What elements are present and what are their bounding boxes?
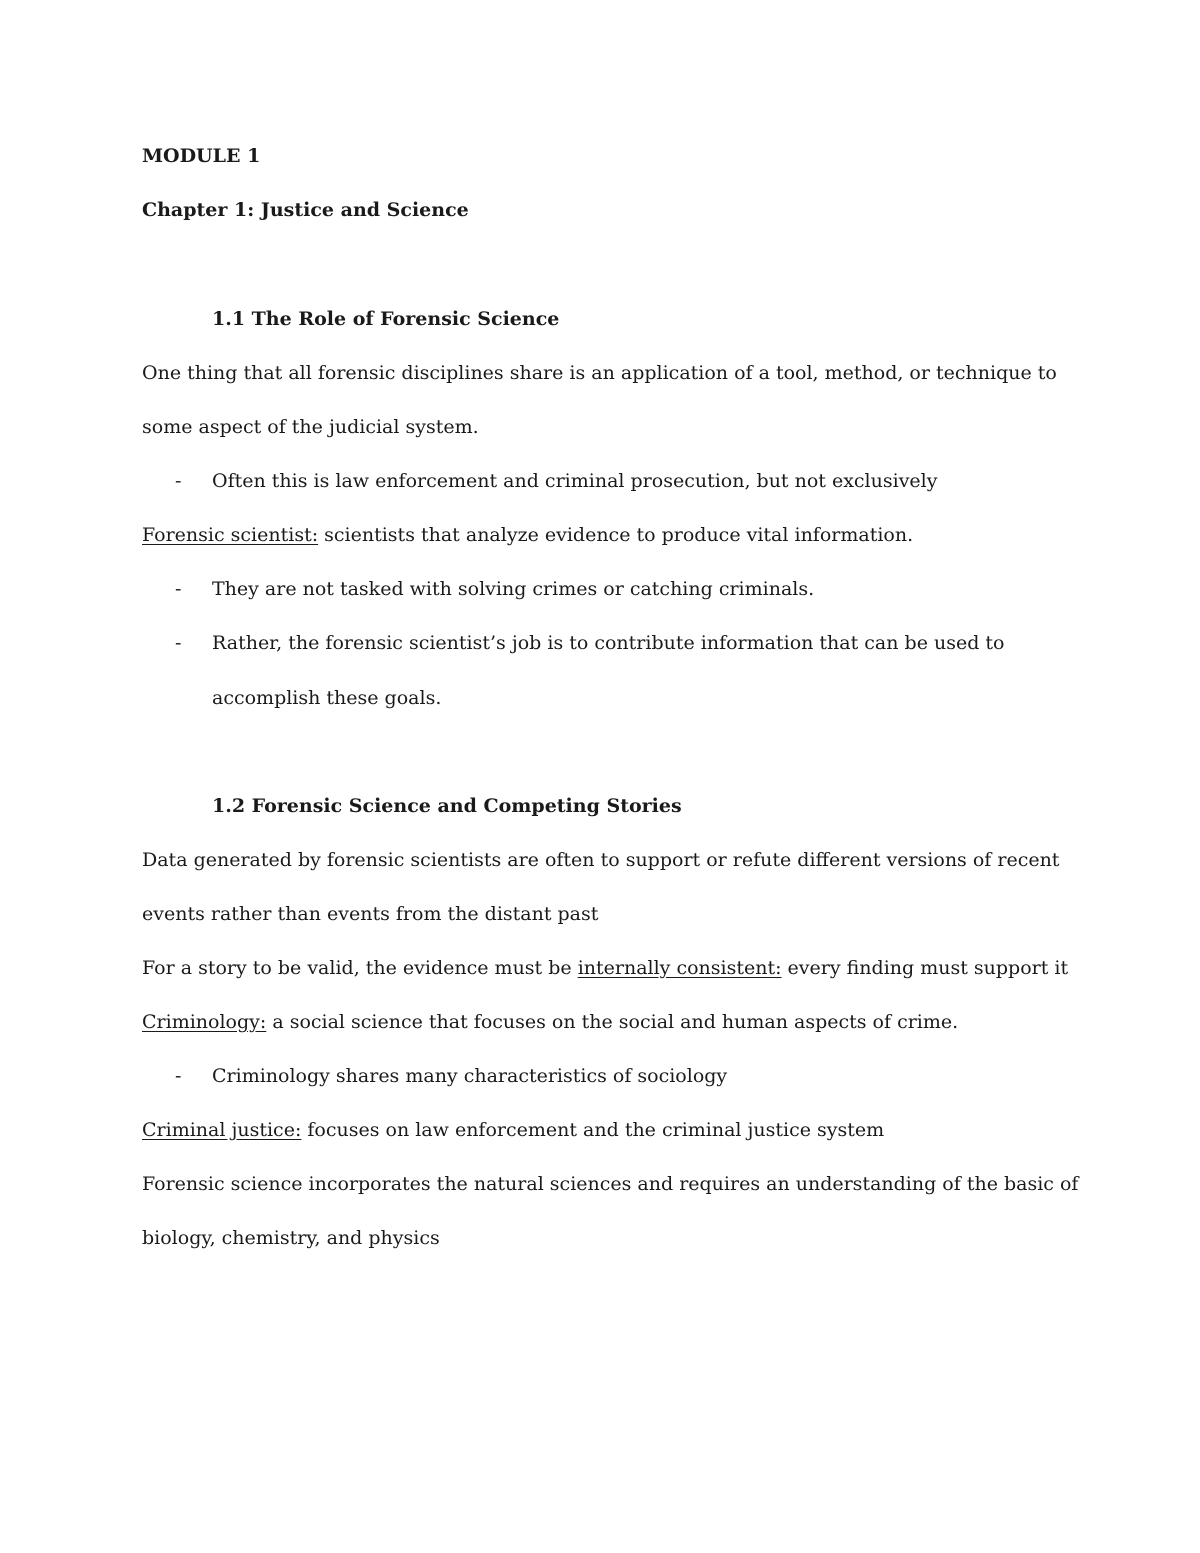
definition-text: scientists that analyze evidence to produce vital information. — [318, 524, 914, 546]
definition-term: Criminal justice: — [142, 1119, 302, 1141]
definition-term: Criminology: — [142, 1011, 267, 1033]
bullet-item: Often this is law enforcement and criminal prosecution, but not exclusively — [212, 470, 938, 492]
section-heading-1-2: 1.2 Forensic Science and Competing Stories — [212, 795, 682, 817]
bullet-dash: - — [175, 578, 182, 600]
bullet-item: Criminology shares many characteristics of sociology — [212, 1065, 728, 1087]
section-heading-1-1: 1.1 The Role of Forensic Science — [212, 308, 560, 330]
paragraph-line: biology, chemistry, and physics — [142, 1227, 440, 1249]
definition-criminal-justice — [142, 1118, 884, 1142]
bullet-dash: - — [175, 1065, 182, 1087]
bullet-dash: - — [175, 470, 182, 492]
paragraph-line: events rather than events from the distant past — [142, 903, 599, 925]
paragraph-line: Data generated by forensic scientists are often to support or refute different versions of recent — [142, 849, 1060, 871]
definition-term: internally consistent: — [577, 957, 782, 979]
paragraph-line: One thing that all forensic disciplines share is an application of a tool, method, or technique to — [142, 362, 1057, 384]
definition-term: Forensic scientist: — [142, 524, 319, 546]
chapter-title: Chapter 1: Justice and Science — [142, 199, 469, 221]
definition-text: a social science that focuses on the social and human aspects of crime. — [266, 1011, 959, 1033]
definition-criminology — [142, 1010, 958, 1034]
paragraph-line: Forensic science incorporates the natural sciences and requires an understanding of the basic of — [142, 1173, 1079, 1195]
paragraph-text: every finding must support it — [781, 957, 1069, 979]
paragraph-text: For a story to be valid, the evidence must be — [142, 957, 578, 979]
bullet-item-continuation: accomplish these goals. — [212, 687, 442, 709]
paragraph-internally-consistent — [142, 956, 1068, 980]
bullet-item: They are not tasked with solving crimes or catching criminals. — [212, 578, 815, 600]
paragraph-line: some aspect of the judicial system. — [142, 416, 479, 438]
bullet-dash: - — [175, 632, 182, 654]
module-title: MODULE 1 — [142, 145, 261, 167]
definition-forensic-scientist — [142, 523, 913, 547]
definition-text: focuses on law enforcement and the criminal justice system — [301, 1119, 885, 1141]
bullet-item: Rather, the forensic scientist’s job is to contribute information that can be used to — [212, 632, 1005, 654]
